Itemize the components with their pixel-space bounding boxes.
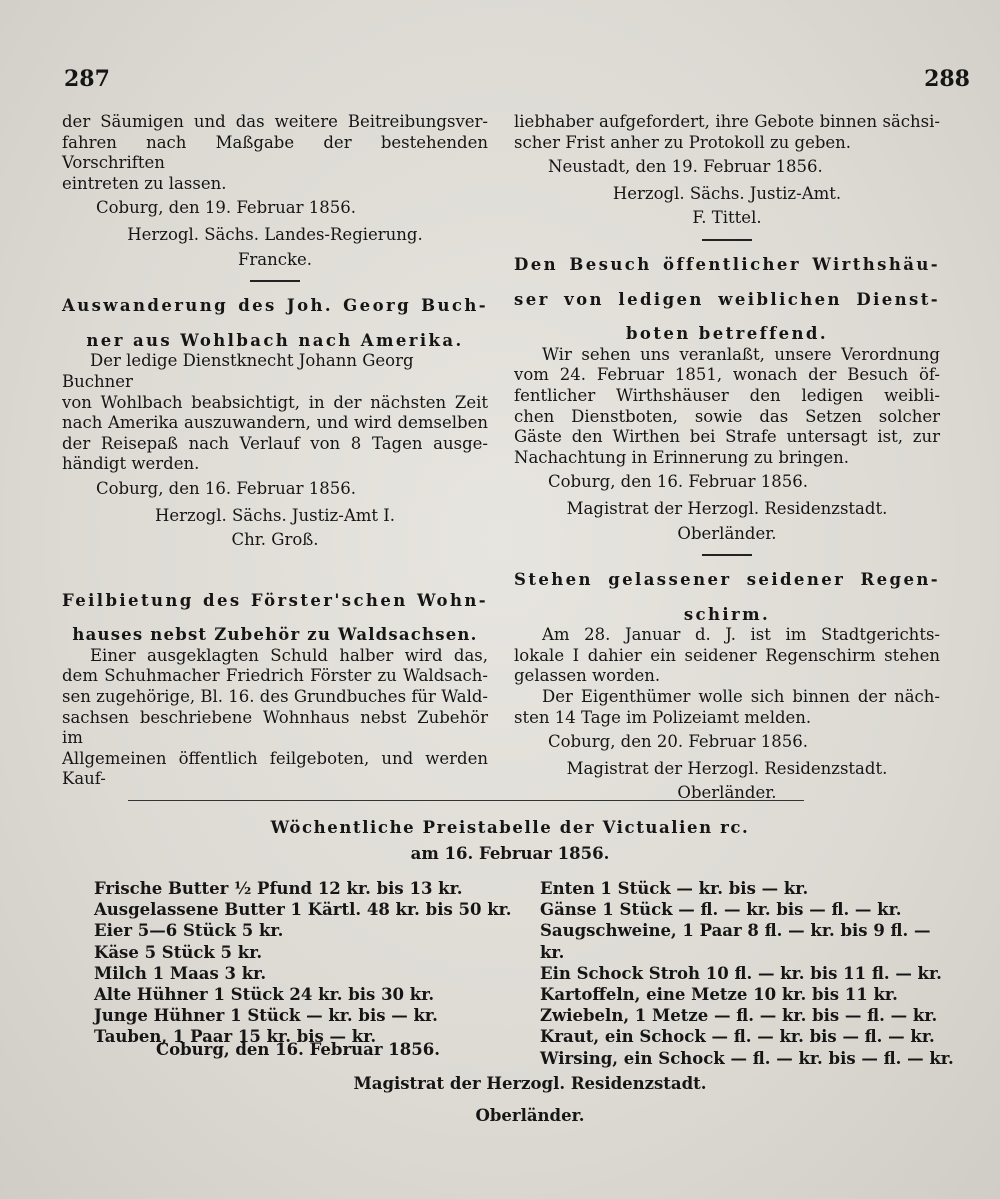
signature: Oberländer. xyxy=(475,1106,585,1125)
dateline: Coburg, den 16. Februar 1856. xyxy=(548,472,808,492)
price-list-right xyxy=(540,878,960,1069)
price-item: Junge Hühner 1 Stück — kr. bis — kr. xyxy=(94,1006,438,1026)
text-line: Allgemeinen öffentlich feilgeboten, und werden Kauf- xyxy=(62,748,488,789)
section-heading: Auswanderung des Joh. Georg Buch- xyxy=(62,296,488,316)
price-item: Milch 1 Maas 3 kr. xyxy=(94,963,267,983)
text-line: Der Eigenthümer wolle sich binnen der näch- xyxy=(542,687,940,707)
text-line: Am 28. Januar d. J. ist im Stadtgerichts- xyxy=(542,625,940,645)
signature: Francke. xyxy=(237,249,313,269)
text-line: fahren nach Maßgabe der bestehenden Vorschriften xyxy=(62,132,488,173)
text-line: händigt werden. xyxy=(62,454,200,474)
text-line: von Wohlbach beabsichtigt, in der nächsten Zeit xyxy=(62,392,488,412)
text-line: scher Frist anher zu Protokoll zu geben. xyxy=(514,132,852,152)
price-item: Gänse 1 Stück — fl. — kr. bis — fl. — kr. xyxy=(540,900,902,920)
page-number-right: 288 xyxy=(924,66,970,92)
section-heading: ner aus Wohlbach nach Amerika. xyxy=(86,330,464,350)
price-item: Tauben, 1 Paar 15 kr. bis — kr. xyxy=(94,1027,377,1047)
price-table-title: Wöchentliche Preistabelle der Victualien rc. xyxy=(270,818,750,837)
signature: Chr. Groß. xyxy=(231,530,319,550)
price-item: Alte Hühner 1 Stück 24 kr. bis 30 kr. xyxy=(94,985,435,1005)
price-item: Ein Schock Stroh 10 fl. — kr. bis 11 fl. — kr. xyxy=(540,963,942,983)
dateline: Coburg, den 19. Februar 1856. xyxy=(96,198,356,218)
office-name: Herzogl. Sächs. Landes-Regierung. xyxy=(127,224,423,244)
text-line: vom 24. Februar 1851, wonach der Besuch öf- xyxy=(514,365,940,385)
right-column xyxy=(514,112,940,804)
separator-rule xyxy=(702,239,752,241)
text-line: fentlicher Wirthshäuser den ledigen weibli- xyxy=(514,385,940,405)
section-heading: schirm. xyxy=(683,604,771,624)
dateline: Coburg, den 16. Februar 1856. xyxy=(96,478,356,498)
text-line: chen Dienstboten, sowie das Setzen solcher xyxy=(514,406,940,426)
dateline: Coburg, den 16. Februar 1856. xyxy=(156,1040,440,1059)
price-table-date: am 16. Februar 1856. xyxy=(410,844,610,863)
separator-rule xyxy=(702,554,752,556)
price-item: Saugschweine, 1 Paar 8 fl. — kr. bis 9 fl. — kr. xyxy=(540,921,931,962)
office-name: Herzogl. Sächs. Justiz-Amt. xyxy=(612,183,842,203)
left-column xyxy=(62,112,488,790)
section-heading: boten betreffend. xyxy=(625,324,829,344)
text-line: Wir sehen uns veranlaßt, unsere Verordnung xyxy=(542,344,940,364)
signature: Oberländer. xyxy=(677,783,777,803)
price-item: Frische Butter ½ Pfund 12 kr. bis 13 kr. xyxy=(94,879,463,898)
text-line: nach Amerika auszuwandern, und wird demselben xyxy=(62,413,488,433)
price-item: Zwiebeln, 1 Metze — fl. — kr. bis — fl. — kr. xyxy=(540,1006,938,1026)
price-item: Käse 5 Stück 5 kr. xyxy=(94,942,263,962)
text-line: sen zugehörige, Bl. 16. des Grundbuches für Wald- xyxy=(62,687,488,707)
office-name: Magistrat der Herzogl. Residenzstadt. xyxy=(566,758,888,778)
price-item: Enten 1 Stück — kr. bis — kr. xyxy=(540,879,809,898)
spacer xyxy=(62,551,488,577)
price-item: Wirsing, ein Schock — fl. — kr. bis — fl. — kr. xyxy=(540,1048,954,1068)
text-line: der Säumigen und das weitere Beitreibungsver- xyxy=(62,112,488,131)
dateline: Neustadt, den 19. Februar 1856. xyxy=(548,157,823,177)
section-divider xyxy=(128,800,804,801)
text-line: Gäste den Wirthen bei Strafe untersagt ist, zur xyxy=(514,427,940,447)
text-line: Der ledige Dienstknecht Johann Georg Buchner xyxy=(62,351,414,391)
section-heading: hauses nebst Zubehör zu Waldsachsen. xyxy=(72,625,478,645)
text-line: dem Schuhmacher Friedrich Förster zu Waldsach- xyxy=(62,666,488,686)
section-heading: Stehen gelassener seidener Regen- xyxy=(514,570,940,590)
office-name: Herzogl. Sächs. Justiz-Amt I. xyxy=(154,505,396,525)
text-line: Einer ausgeklagten Schuld halber wird das, xyxy=(90,645,488,665)
office-name: Magistrat der Herzogl. Residenzstadt. xyxy=(566,498,888,518)
price-item: Eier 5—6 Stück 5 kr. xyxy=(94,921,284,941)
price-item: Ausgelassene Butter 1 Kärtl. 48 kr. bis 50 kr. xyxy=(94,900,512,920)
office-name: Magistrat der Herzogl. Residenzstadt. xyxy=(353,1074,707,1093)
price-list-left xyxy=(94,878,514,1048)
section-heading: Den Besuch öffentlicher Wirthshäu- xyxy=(514,254,940,274)
text-line: Nachachtung in Erinnerung zu bringen. xyxy=(514,447,849,467)
text-line: eintreten zu lassen. xyxy=(62,173,227,193)
dateline: Coburg, den 20. Februar 1856. xyxy=(548,732,808,752)
signature: F. Tittel. xyxy=(692,208,762,228)
text-line: lokale I dahier ein seidener Regenschirm stehen xyxy=(514,645,940,665)
signature: Oberländer. xyxy=(677,523,777,543)
text-line: liebhaber aufgefordert, ihre Gebote binnen sächsi- xyxy=(514,112,940,131)
price-item: Kraut, ein Schock — fl. — kr. bis — fl. — kr. xyxy=(540,1027,935,1047)
text-line: gelassen worden. xyxy=(514,666,661,686)
price-item: Kartoffeln, eine Metze 10 kr. bis 11 kr. xyxy=(540,985,898,1005)
text-line: sten 14 Tage im Polizeiamt melden. xyxy=(514,707,812,727)
text-line: sachsen beschriebene Wohnhaus nebst Zubehör im xyxy=(62,707,488,748)
text-line: der Reisepaß nach Verlauf von 8 Tagen ausge- xyxy=(62,433,488,453)
section-heading: Feilbietung des Förster'schen Wohn- xyxy=(62,590,488,610)
separator-rule xyxy=(250,280,300,282)
page-number-left: 287 xyxy=(64,66,110,92)
section-heading: ser von ledigen weiblichen Dienst- xyxy=(514,289,940,309)
